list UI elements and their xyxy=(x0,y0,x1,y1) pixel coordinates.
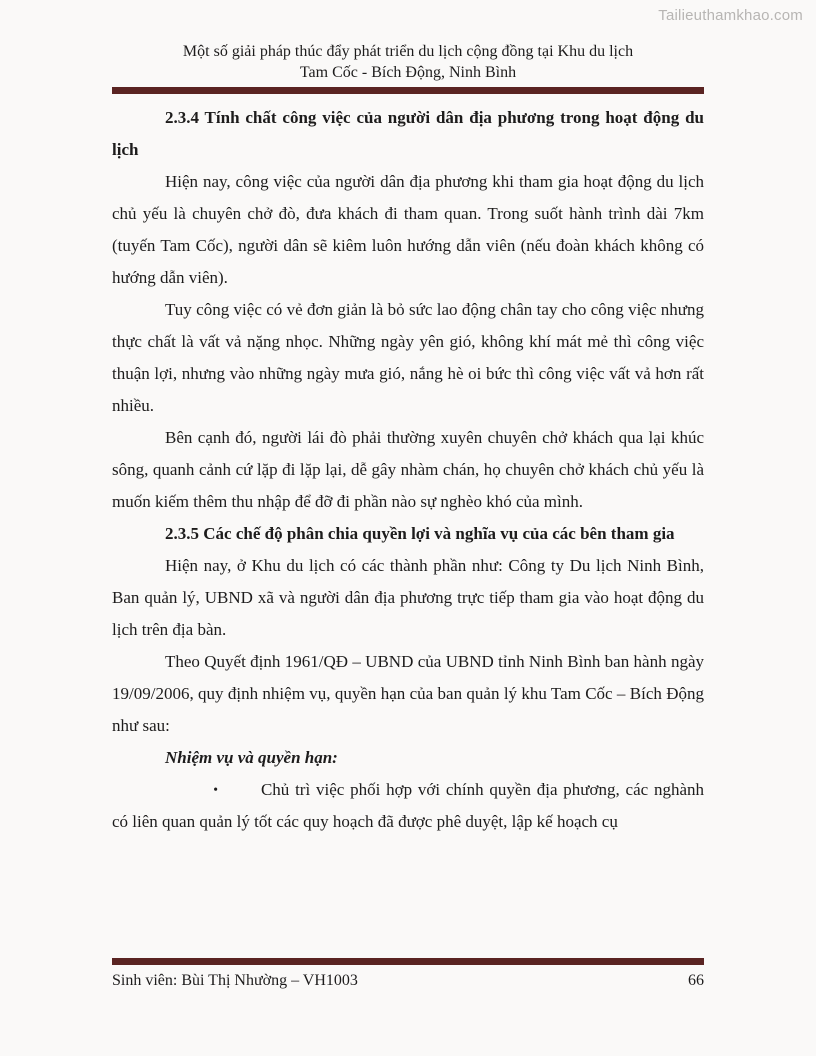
footer-rule xyxy=(112,958,704,965)
bullet-item-text: Chủ trì việc phối hợp với chính quyền địa phương, các nghành có liên quan quản lý tốt các quy hoạch đã được phê duyệt, lập kế hoạch cụ xyxy=(112,780,704,831)
header-rule xyxy=(112,87,704,94)
header-title-line2: Tam Cốc - Bích Động, Ninh Bình xyxy=(299,64,517,81)
bullet-icon: • xyxy=(213,782,219,798)
paragraph-work-nature-2: Tuy công việc có vẻ đơn giản là bỏ sức lao động chân tay cho công việc nhưng thực chất là vất vả nặng nhọc. Những ngày yên gió, không khí mát mẻ thì công việc thuận lợi, nhưng vào những ngày mưa gió, nắng hè oi bức thì công việc vất vả hơn rất nhiều. xyxy=(112,300,704,415)
bullet-item-coordination xyxy=(112,774,704,838)
watermark-text: Tailieuthamkhao.com xyxy=(658,7,803,24)
footer-row xyxy=(112,965,704,992)
header-title-line1: Một số giải pháp thúc đẩy phát triển du lịch cộng đồng tại Khu du lịch xyxy=(182,43,634,60)
paragraph-work-nature-1: Hiện nay, công việc của người dân địa phương khi tham gia hoạt động du lịch chủ yếu là chuyên chở đò, đưa khách đi tham quan. Trong suốt hành trình dài 7km (tuyến Tam Cốc), người dân sẽ kiêm luôn hướng dẫn viên (nếu đoàn khách không có hướng dẫn viên). xyxy=(112,172,704,287)
heading-2-3-4: 2.3.4 Tính chất công việc của người dân địa phương trong hoạt động du lịch xyxy=(112,108,704,159)
heading-2-3-5: 2.3.5 Các chế độ phân chia quyền lợi và nghĩa vụ của các bên tham gia xyxy=(165,524,675,543)
document-body xyxy=(112,102,704,838)
paragraph-decision-1961: Theo Quyết định 1961/QĐ – UBND của UBND tỉnh Ninh Bình ban hành ngày 19/09/2006, quy định nhiệm vụ, quyền hạn của ban quản lý khu Tam Cốc – Bích Động như sau: xyxy=(112,652,704,735)
footer-author: Sinh viên: Bùi Thị Nhường – VH1003 xyxy=(112,972,358,989)
paragraph-work-nature-3: Bên cạnh đó, người lái đò phải thường xuyên chuyên chở khách qua lại khúc sông, quanh cảnh cứ lặp đi lặp lại, dễ gây nhàm chán, họ chuyên chở khách chủ yếu là muốn kiếm thêm thu nhập để đỡ đi phần nào sự nghèo khó của mình. xyxy=(112,428,704,511)
page-number: 66 xyxy=(688,972,704,989)
paragraph-stakeholders: Hiện nay, ở Khu du lịch có các thành phần như: Công ty Du lịch Ninh Bình, Ban quản lý, UBND xã và người dân địa phương trực tiếp tham gia vào hoạt động du lịch trên địa bàn. xyxy=(112,556,704,639)
subheading-duties-and-powers: Nhiệm vụ và quyền hạn: xyxy=(165,748,338,767)
page-footer xyxy=(112,958,704,992)
